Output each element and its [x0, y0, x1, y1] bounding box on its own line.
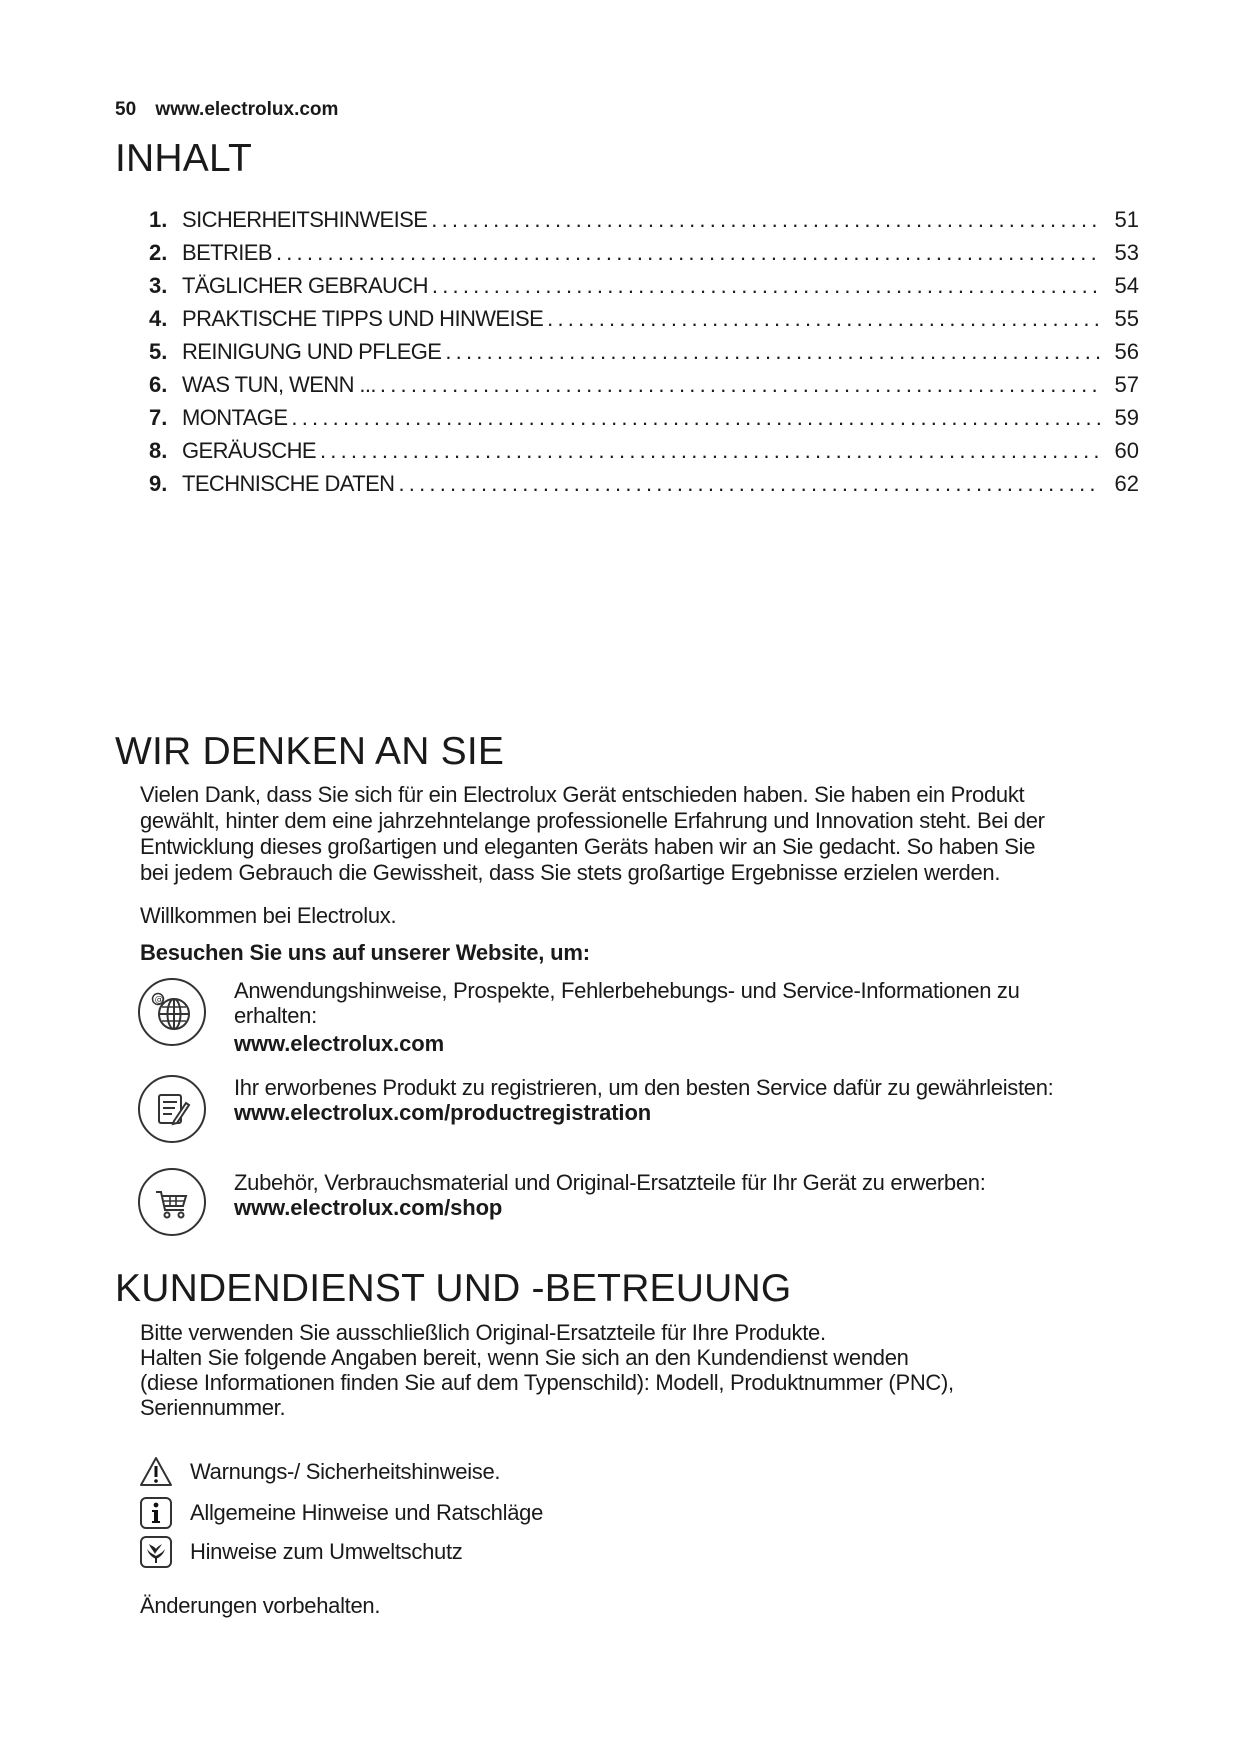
- service-item: [138, 1168, 1148, 1236]
- toc-item[interactable]: [149, 240, 1139, 273]
- environment-icon: [138, 1534, 174, 1570]
- registration-icon: [138, 1075, 206, 1143]
- table-of-contents: [149, 207, 1139, 504]
- globe-icon: [138, 978, 206, 1046]
- toc-item[interactable]: [149, 207, 1139, 240]
- service-line: Halten Sie folgende Angaben bereit, wenn Sie sich an den Kundendienst wenden: [140, 1345, 909, 1370]
- toc-item-number: 4.: [149, 306, 168, 331]
- toc-item-page: 62: [1114, 471, 1139, 496]
- intro-line: Entwicklung dieses großartigen und eleganten Geräts haben wir an Sie gedacht. So haben Sie: [140, 834, 1036, 859]
- header-website[interactable]: www.electrolux.com: [155, 99, 339, 120]
- service-text: [140, 1320, 1140, 1420]
- toc-title: INHALT: [115, 137, 252, 180]
- visit-heading: Besuchen Sie uns auf unserer Website, um:: [140, 940, 590, 965]
- intro-line: gewählt, hinter dem eine jahrzehntelange professionelle Erfahrung und Innovation steht. Bei der: [140, 808, 1045, 833]
- toc-item-page: 59: [1114, 405, 1139, 430]
- toc-item-number: 3.: [149, 273, 168, 298]
- toc-item-page: 53: [1114, 240, 1139, 265]
- toc-item-number: 1.: [149, 207, 168, 232]
- service-item: [138, 978, 1148, 1056]
- service-line: Seriennummer.: [140, 1395, 286, 1420]
- toc-leader: [291, 405, 1101, 431]
- toc-item-number: 9.: [149, 471, 168, 496]
- legend-item: [138, 1495, 543, 1531]
- toc-leader: [380, 372, 1101, 398]
- service-line: (diese Informationen finden Sie auf dem Typenschild): Modell, Produktnummer (PNC),: [140, 1370, 954, 1395]
- service-link[interactable]: www.electrolux.com/productregistration: [234, 1100, 652, 1125]
- service-description: Zubehör, Verbrauchsmaterial und Original-Ersatzteile für Ihr Gerät zu erwerben:: [234, 1170, 986, 1195]
- toc-leader: [445, 339, 1101, 365]
- service-link[interactable]: www.electrolux.com: [234, 1031, 445, 1056]
- toc-item-title: GERÄUSCHE: [182, 438, 316, 463]
- legend-label: Warnungs-/ Sicherheitshinweise.: [190, 1459, 501, 1484]
- toc-item-number: 5.: [149, 339, 168, 364]
- intro-text: [140, 782, 1140, 886]
- toc-item[interactable]: [149, 339, 1139, 372]
- legend-item: [138, 1534, 462, 1570]
- toc-item-title: BETRIEB: [182, 240, 272, 265]
- toc-item-number: 8.: [149, 438, 168, 463]
- toc-item-title: WAS TUN, WENN ...: [182, 372, 376, 397]
- toc-leader: [431, 207, 1101, 233]
- intro-line: bei jedem Gebrauch die Gewissheit, dass Sie stets großartige Ergebnisse erzielen werden.: [140, 860, 1001, 885]
- shopping-cart-icon: [138, 1168, 206, 1236]
- service-description: Ihr erworbenes Produkt zu registrieren, um den besten Service dafür zu gewährleisten:: [234, 1075, 1054, 1100]
- service-link[interactable]: www.electrolux.com/shop: [234, 1195, 503, 1220]
- toc-item[interactable]: [149, 273, 1139, 306]
- toc-item-page: 60: [1114, 438, 1139, 463]
- svg-text:@: @: [154, 995, 164, 1005]
- toc-item-page: 55: [1114, 306, 1139, 331]
- toc-item-title: PRAKTISCHE TIPPS UND HINWEISE: [182, 306, 544, 331]
- toc-leader: [547, 306, 1101, 332]
- page-number: 50: [115, 99, 137, 120]
- intro-line: Vielen Dank, dass Sie sich für ein Electrolux Gerät entschieden haben. Sie haben ein Produkt: [140, 782, 1025, 807]
- page-header: [115, 99, 338, 121]
- toc-item-number: 7.: [149, 405, 168, 430]
- toc-item-title: TÄGLICHER GEBRAUCH: [182, 273, 428, 298]
- toc-leader: [432, 273, 1101, 299]
- toc-item-page: 51: [1114, 207, 1139, 232]
- toc-item[interactable]: [149, 372, 1139, 405]
- toc-item-title: MONTAGE: [182, 405, 288, 430]
- toc-item[interactable]: [149, 306, 1139, 339]
- toc-item-page: 56: [1114, 339, 1139, 364]
- toc-item[interactable]: [149, 438, 1139, 471]
- service-description: Anwendungshinweise, Prospekte, Fehlerbehebungs- und Service-Informationen zu erhalten:: [234, 978, 1020, 1028]
- welcome-text: Willkommen bei Electrolux.: [140, 903, 397, 928]
- service-line: Bitte verwenden Sie ausschließlich Original-Ersatzteile für Ihre Produkte.: [140, 1320, 826, 1345]
- service-title: KUNDENDIENST UND -BETREUUNG: [115, 1267, 792, 1310]
- legend-item: [138, 1454, 500, 1490]
- toc-item[interactable]: [149, 405, 1139, 438]
- toc-item-title: TECHNISCHE DATEN: [182, 471, 395, 496]
- warning-icon: [138, 1454, 174, 1490]
- intro-title: WIR DENKEN AN SIE: [115, 730, 505, 773]
- service-item: [138, 1075, 1148, 1143]
- changes-note: Änderungen vorbehalten.: [140, 1593, 381, 1618]
- toc-item-title: SICHERHEITSHINWEISE: [182, 207, 428, 232]
- legend-label: Hinweise zum Umweltschutz: [190, 1539, 463, 1564]
- toc-item-number: 6.: [149, 372, 168, 397]
- toc-item-title: REINIGUNG UND PFLEGE: [182, 339, 442, 364]
- toc-item-number: 2.: [149, 240, 168, 265]
- legend-label: Allgemeine Hinweise und Ratschläge: [190, 1500, 544, 1525]
- toc-item-page: 57: [1114, 372, 1139, 397]
- toc-leader: [276, 240, 1101, 266]
- toc-leader: [320, 438, 1101, 464]
- toc-leader: [398, 471, 1101, 497]
- toc-item[interactable]: [149, 471, 1139, 504]
- info-icon: [138, 1495, 174, 1531]
- toc-item-page: 54: [1114, 273, 1139, 298]
